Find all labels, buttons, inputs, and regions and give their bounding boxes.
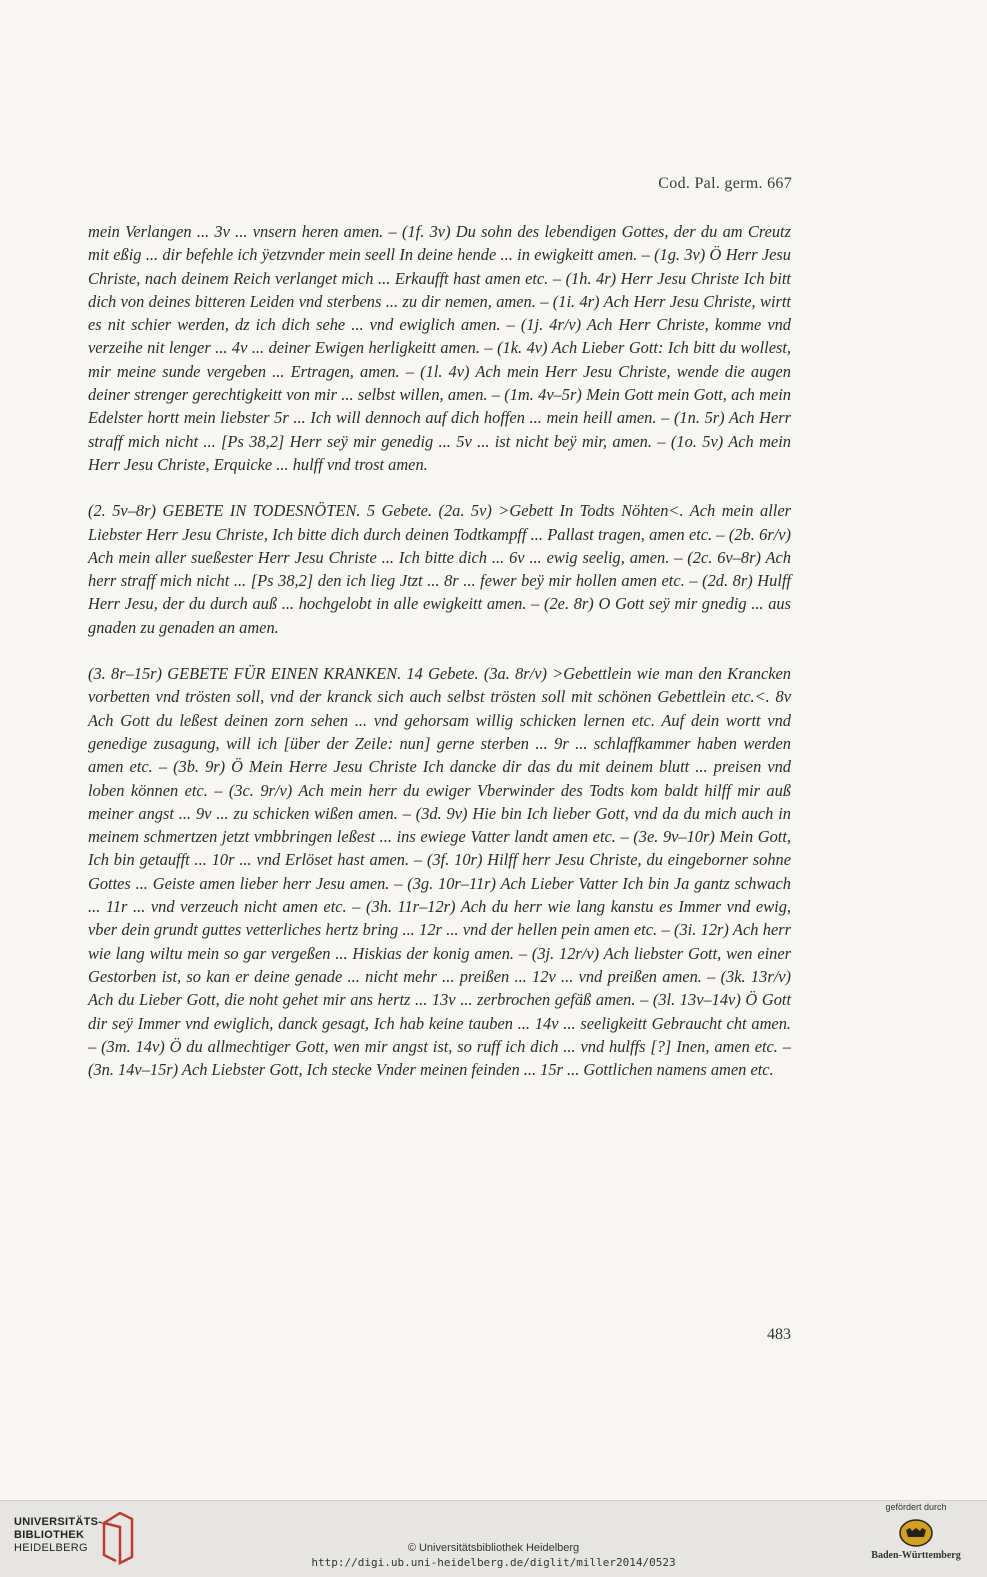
funder-label: gefördert durch (885, 1502, 947, 1512)
paragraph-prayers-1: mein Verlangen ... 3v ... vnsern heren amen. – (1f. 3v) Du sohn des lebendigen Gottes, der du am Creutz mit eßig ... dir befehle ich ÿetzvnder mein seell In deine hende ... in ewigkeitt amen. – (1g. 3v) Ö Herr Jesu Christe, nach deinem Reich verlanget mich ... Erkaufft hast amen etc. – (1h. 4r) Herr Jesu Christe Ich bitt dich von deines bitteren Leiden vnd sterbens ... zu dir nemen, amen. – (1i. 4r) Ach Herr Jesu Christe, wirtt es nit schier werden, dz ich dich sehe ... vnd ewiglich amen. – (1j. 4r/v) Ach Herr Christe, komme vnd verzeihe nit lenger ... 4v ... deiner Ewigen herligkeitt amen. – (1k. 4v) Ach Lieber Gott: Ich bitt du wollest, mir meine sunde vergeben ... Ertragen, amen. – (1l. 4v) Ach mein Herr Jesu Christe, wende die augen deiner strenger gerechtigkeitt von mir ... selbst willen, amen. – (1m. 4v–5r) Mein Gott mein Gott, ach mein Edelster hortt mein liebster 5r ... Ich will dennoch auf dich hoffen ... mein heill amen. – (1n. 5r) Ach Herr straff mich nicht ... [Ps 38,2] Herr seÿ mir genedig ... 5v ... ist nicht beÿ mir, amen. – (1o. 5v) Ach mein Herr Jesu Christe, Erquicke ... hulff vnd trost amen. (88, 222, 791, 474)
funder-name: Baden-Württemberg (871, 1550, 961, 1561)
paragraph-prayers-2: (2. 5v–8r) GEBETE IN TODESNÖTEN. 5 Gebete. (2a. 5v) >Gebett In Todts Nöhten<. Ach mein aller Liebster Herr Jesu Christe, Ich bitte dich durch deinen Todtkampff ... Pallast tragen, amen etc. – (2b. 6r/v) Ach mein aller sueßester Herr Jesu Christe ... Ich bitte dich ... 6v ... ewig seelig, amen. – (2c. 6v–8r) Ach herr straff mich nicht ... [Ps 38,2] den ich lieg Jtzt ... 8r ... fewer beÿ mir hollen amen etc. – (2d. 8r) Hulff Herr Jesu, der du durch auß ... hochgelobt in alle ewigkeitt amen. – (2e. 8r) O Gott seÿ mir gnedig ... aus gnaden zu genaden an amen. (88, 501, 791, 637)
running-head: Cod. Pal. germ. 667 (658, 175, 792, 192)
library-name-line3: HEIDELBERG (14, 1542, 88, 1554)
permalink-url[interactable]: http://digi.ub.uni-heidelberg.de/diglit/miller2014/0523 (311, 1556, 676, 1569)
copyright-notice: © Universitätsbibliothek Heidelberg (407, 1542, 580, 1554)
page-number: 483 (767, 1326, 791, 1343)
catalog-entry-text (88, 220, 791, 1104)
library-name-line2: BIBLIOTHEK (14, 1529, 85, 1541)
funder-block (861, 1502, 971, 1561)
coat-of-arms-icon (898, 1518, 934, 1548)
paragraph-prayers-3: (3. 8r–15r) GEBETE FÜR EINEN KRANKEN. 14 Gebete. (3a. 8r/v) >Gebettlein wie man den Krancken vorbetten vnd trösten soll, vnd der kranck sich auch selbst trösten soll mit schönen Gebettlein etc.<. 8v Ach Gott du leßest deinen zorn sehen ... vnd gehorsam willig schicken lernen etc. Auf dein wortt vnd genedige zusagung, will ich [über der Zeile: nun] gerne sterben ... 9r ... schlaffkammer haben werden amen etc. – (3b. 9r) Ö Mein Herre Jesu Christe Ich dancke dir das du mit deinem blutt ... preisen vnd loben können etc. – (3c. 9r/v) Ach mein herr du ewiger Vberwinder des Todts kom baldt hilff mir auß meiner angst ... 9v ... zu schicken wißen amen. – (3d. 9v) Hie bin Ich lieber Gott, vnd da du mich auch in meinem schmertzen jetzt vmbbringen leßest ... ins ewiege Vatter landt amen etc. – (3e. 9v–10r) Mein Gott, Ich bin getaufft ... 10r ... vnd Erlöset hast amen. – (3f. 10r) Hilff herr Jesu Christe, du eingeborner sohne Gottes ... Geiste amen lieber herr Jesu amen. – (3g. 10r–11r) Ach Lieber Vatter Ich bin Ja gantz schwach ... 11r ... vnd verzeuch nicht amen etc. – (3h. 11r–12r) Ach du herr wie lang kanstu es Immer vnd ewig, vber dein grundt guttes vetterliches hertz bring ... 12r ... vnd der hellen pein amen etc. – (3i. 12r) Ach herr wie lang wiltu mein so gar vergeßen ... Hiskias der konig amen. – (3j. 12r/v) Ach liebster Gott, wen einer Gestorben ist, so kan er deine genade ... nicht mehr ... preißen ... 12v ... vnd preißen amen. – (3k. 13r/v) Ach du Lieber Gott, die noht gehet mir ans hertz ... 13v ... zerbrochen gefäß amen. – (3l. 13v–14v) Ö Gott dir seÿ Immer vnd ewiglich, danck gesagt, Ich hab keine tauben ... 14v ... seeligkeitt Gebraucht cht amen. – (3m. 14v) Ö du allmechtiger Gott, wen mir angst ist, so ruff ich dich ... vnd hulffs [?] Inen, amen etc. – (3n. 14v–15r) Ach Liebster Gott, Ich stecke Vnder meinen feinden ... 15r ... Gottlichen namens amen etc. (88, 664, 791, 1080)
library-name-line1: UNIVERSITÄTS- (14, 1516, 103, 1528)
